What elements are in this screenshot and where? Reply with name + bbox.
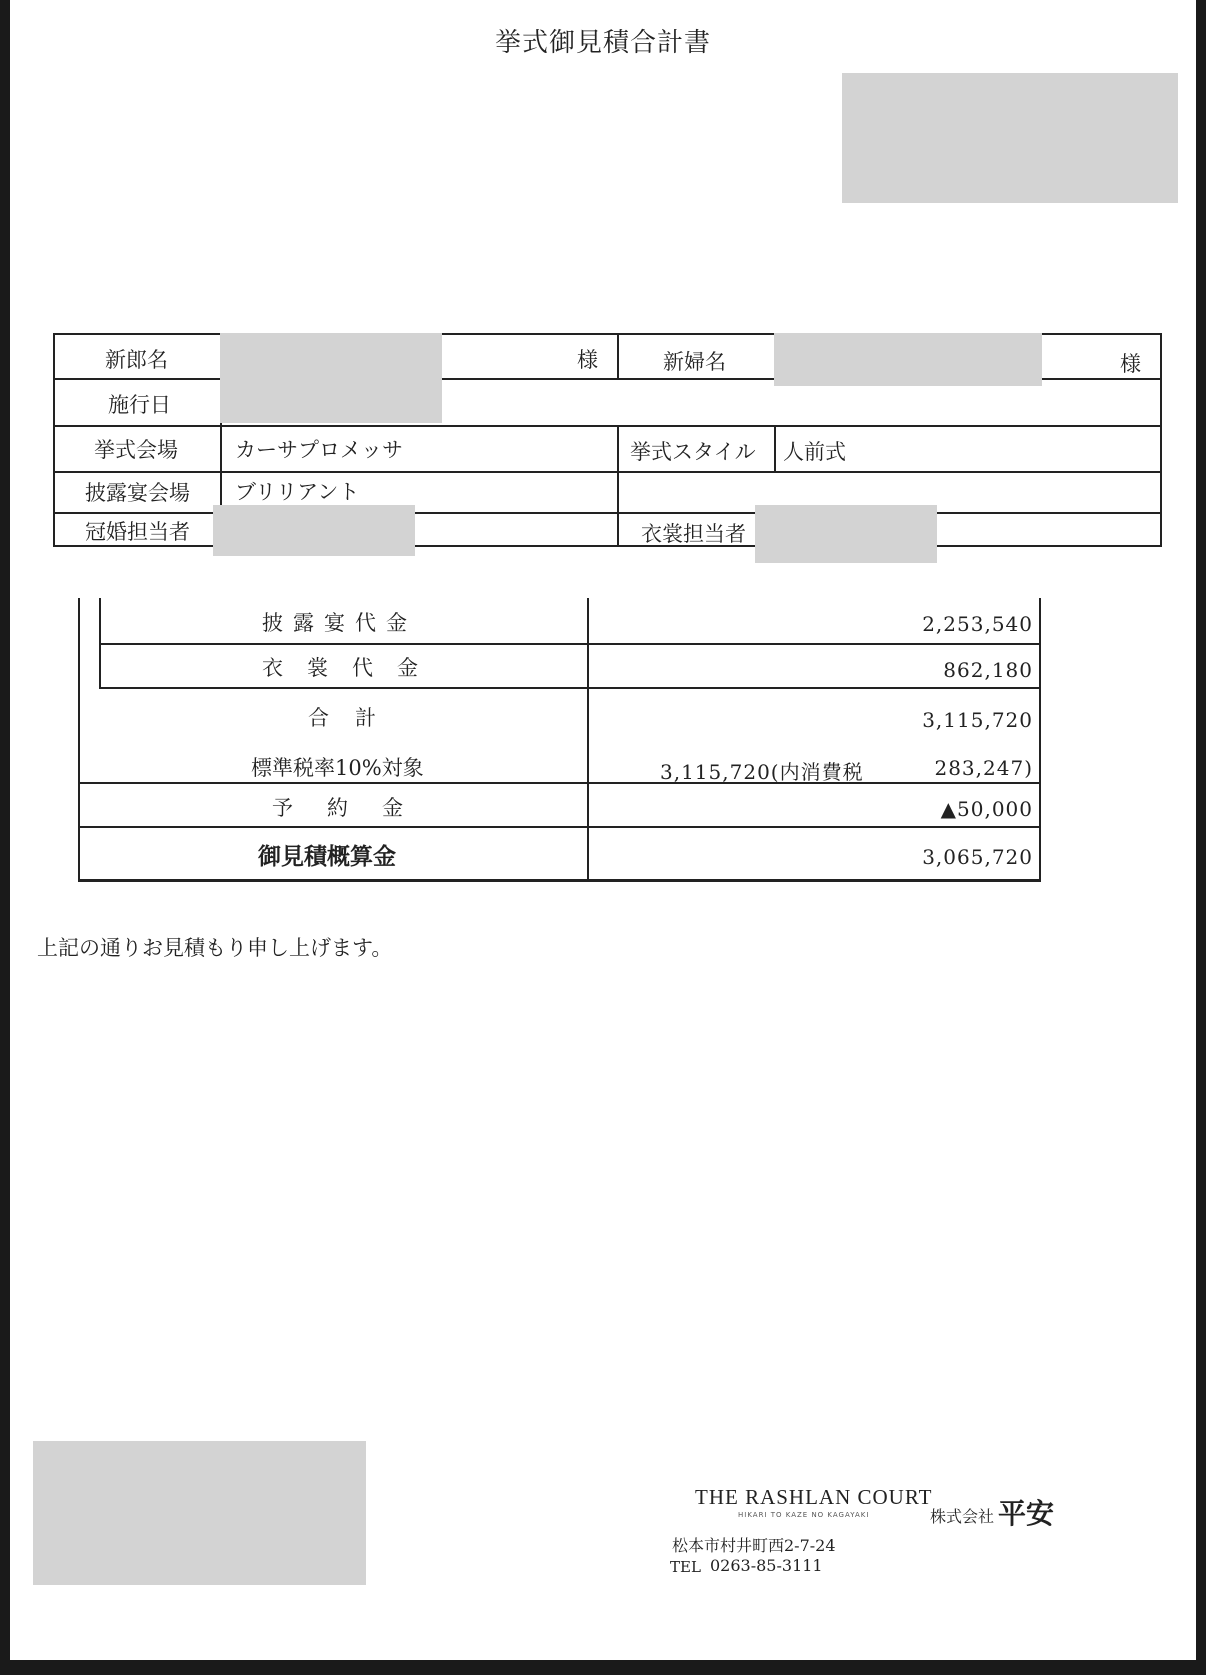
redacted-costume-staff-name [755,505,937,563]
tax-base-value: 3,115,720(内消費税 [660,760,864,784]
ceremony-style-label: 挙式スタイル [630,440,756,464]
bride-suffix: 様 [1120,352,1141,376]
ceremony-date-label: 施行日 [108,393,171,417]
tax-label: 標準税率10%対象 [251,756,424,780]
document-title: 挙式御見積合計書 [494,28,711,58]
company-logo-text: THE RASHLAN COURT [695,1485,933,1509]
redacted-block-top-right [842,73,1178,203]
reception-cost-value: 2,253,540 [922,612,1033,636]
groom-name-label: 新郎名 [105,348,168,372]
company-name: 平安 [998,1497,1055,1530]
reception-cost-label: 披露宴代金 [262,611,417,635]
costume-staff-label: 衣裳担当者 [641,522,746,546]
planner-label: 冠婚担当者 [85,520,190,544]
estimate-value: 3,065,720 [922,845,1033,869]
redacted-groom-and-date [220,333,442,423]
total-label: 合計 [308,706,402,730]
ceremony-style-value: 人前式 [783,440,846,464]
reception-venue-label: 披露宴会場 [85,481,190,505]
costume-cost-label: 衣裳代金 [262,656,442,680]
ceremony-venue-label: 挙式会場 [94,438,178,462]
closing-note: 上記の通りお見積もり申し上げます。 [37,936,393,960]
tel-value: 0263-85-3111 [710,1556,823,1575]
estimate-label: 御見積概算金 [258,844,396,870]
bride-name-label: 新婦名 [663,350,726,374]
total-value: 3,115,720 [922,708,1033,732]
tax-amount-value: 283,247) [934,756,1033,780]
deposit-value: ▲50,000 [940,797,1033,821]
redacted-planner-name [213,505,415,556]
costume-cost-value: 862,180 [943,658,1033,682]
redacted-bride-name [774,333,1042,386]
company-prefix: 株式会社 [930,1507,995,1526]
document-page [10,0,1196,1660]
deposit-label: 予約金 [272,796,437,820]
company-address: 松本市村井町西2-7-24 [672,1536,836,1555]
ceremony-venue-value: カーサプロメッサ [235,438,403,462]
groom-suffix: 様 [577,348,598,372]
reception-venue-value: ブリリアント [235,480,360,504]
redacted-block-bottom-left [33,1441,366,1585]
tel-label: TEL [670,1558,701,1576]
company-logo-subtext: HIKARI TO KAZE NO KAGAYAKI [738,1511,870,1519]
